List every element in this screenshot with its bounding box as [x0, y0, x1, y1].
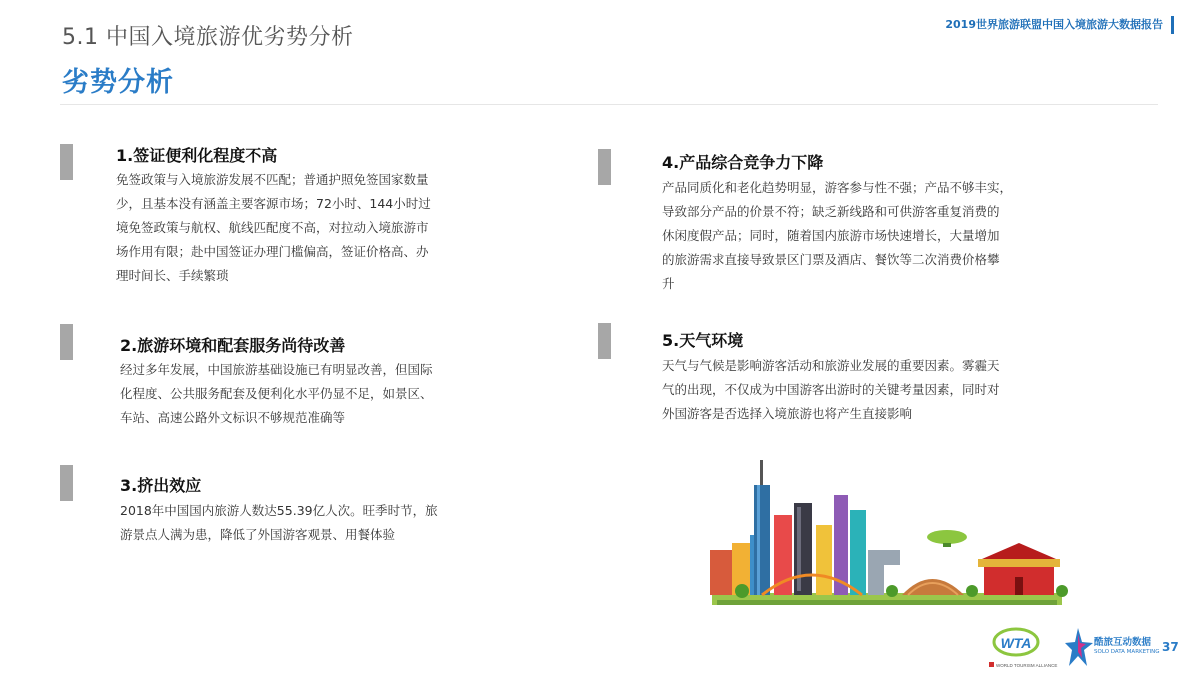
solo-data-caption: SOLO DATA MARKETING	[1094, 649, 1160, 655]
item-1-body	[116, 168, 431, 288]
item-2-body	[120, 358, 433, 430]
wta-logo	[986, 624, 1058, 672]
item-1-line: 场作用有限；赴中国签证办理门槛偏高，签证价格高、办	[116, 244, 429, 259]
item-2-line: 化程度、公共服务配套及便利化水平仍显不足，如景区、	[120, 386, 433, 401]
solo-data-name: 酷旅互动数据	[1094, 637, 1152, 648]
item-3-title: 3.挤出效应	[120, 476, 202, 495]
svg-text:WTA: WTA	[1000, 635, 1032, 651]
report-title: 2019世界旅游联盟中国入境旅游大数据报告	[945, 16, 1174, 34]
item-4-line: 升	[662, 276, 675, 291]
item-2-marker	[60, 324, 73, 360]
item-5-line: 气的出现，不仅成为中国游客出游时的关键考量因素，同时对	[662, 382, 1000, 397]
item-2-line: 车站、高速公路外文标识不够规范准确等	[120, 410, 346, 425]
item-3-line: 游景点人满为患，降低了外国游客观景、用餐体验	[120, 527, 396, 542]
item-1-line: 少，且基本没有涵盖主要客源市场；72小时、144小时过	[116, 196, 431, 211]
page-number: 37	[1162, 640, 1179, 654]
item-4-line: 休闲度假产品；同时，随着国内旅游市场快速增长，大量增加	[662, 228, 1000, 243]
item-1-line: 免签政策与入境旅游发展不匹配；普通护照免签国家数量	[116, 172, 429, 187]
page-title: 劣势分析	[62, 67, 174, 98]
item-5-title: 5.天气环境	[662, 331, 744, 350]
item-4-title: 4.产品综合竞争力下降	[662, 153, 824, 172]
item-3-body	[120, 499, 438, 547]
item-4-marker	[598, 149, 611, 185]
item-2-line: 经过多年发展，中国旅游基础设施已有明显改善，但国际	[120, 362, 433, 377]
item-1-line: 理时间长、手续繁琐	[116, 268, 229, 283]
item-5-line: 外国游客是否选择入境旅游也将产生直接影响	[662, 406, 913, 421]
item-1-marker	[60, 144, 73, 180]
item-4-line: 产品同质化和老化趋势明显，游客参与性不强；产品不够丰实，	[662, 180, 1013, 195]
item-3-line: 2018年中国国内旅游人数达55.39亿人次。旺季时节，旅	[120, 503, 438, 518]
item-4-line: 导致部分产品的价景不符；缺乏新线路和可供游客重复消费的	[662, 204, 1000, 219]
item-3-marker	[60, 465, 73, 501]
svg-text:WORLD TOURISM ALLIANCE: WORLD TOURISM ALLIANCE	[996, 663, 1058, 668]
item-4-line: 的旅游需求直接导致景区门票及酒店、餐饮等二次消费价格攀	[662, 252, 1000, 267]
title-divider	[60, 104, 1158, 105]
item-2-title: 2.旅游环境和配套服务尚待改善	[120, 336, 346, 355]
item-5-line: 天气与气候是影响游客活动和旅游业发展的重要因素。雾霾天	[662, 358, 1000, 373]
item-1-title: 1.签证便利化程度不高	[116, 146, 278, 165]
section-title: 5.1 中国入境旅游优劣势分析	[62, 25, 354, 50]
item-4-body	[662, 176, 1012, 296]
item-5-body	[662, 354, 1000, 426]
item-5-marker	[598, 323, 611, 359]
item-1-line: 境免签政策与航权、航线匹配度不高，对拉动入境旅游市	[116, 220, 429, 235]
city-skyline-illustration	[702, 455, 1072, 613]
solo-data-star-icon	[1064, 626, 1094, 670]
